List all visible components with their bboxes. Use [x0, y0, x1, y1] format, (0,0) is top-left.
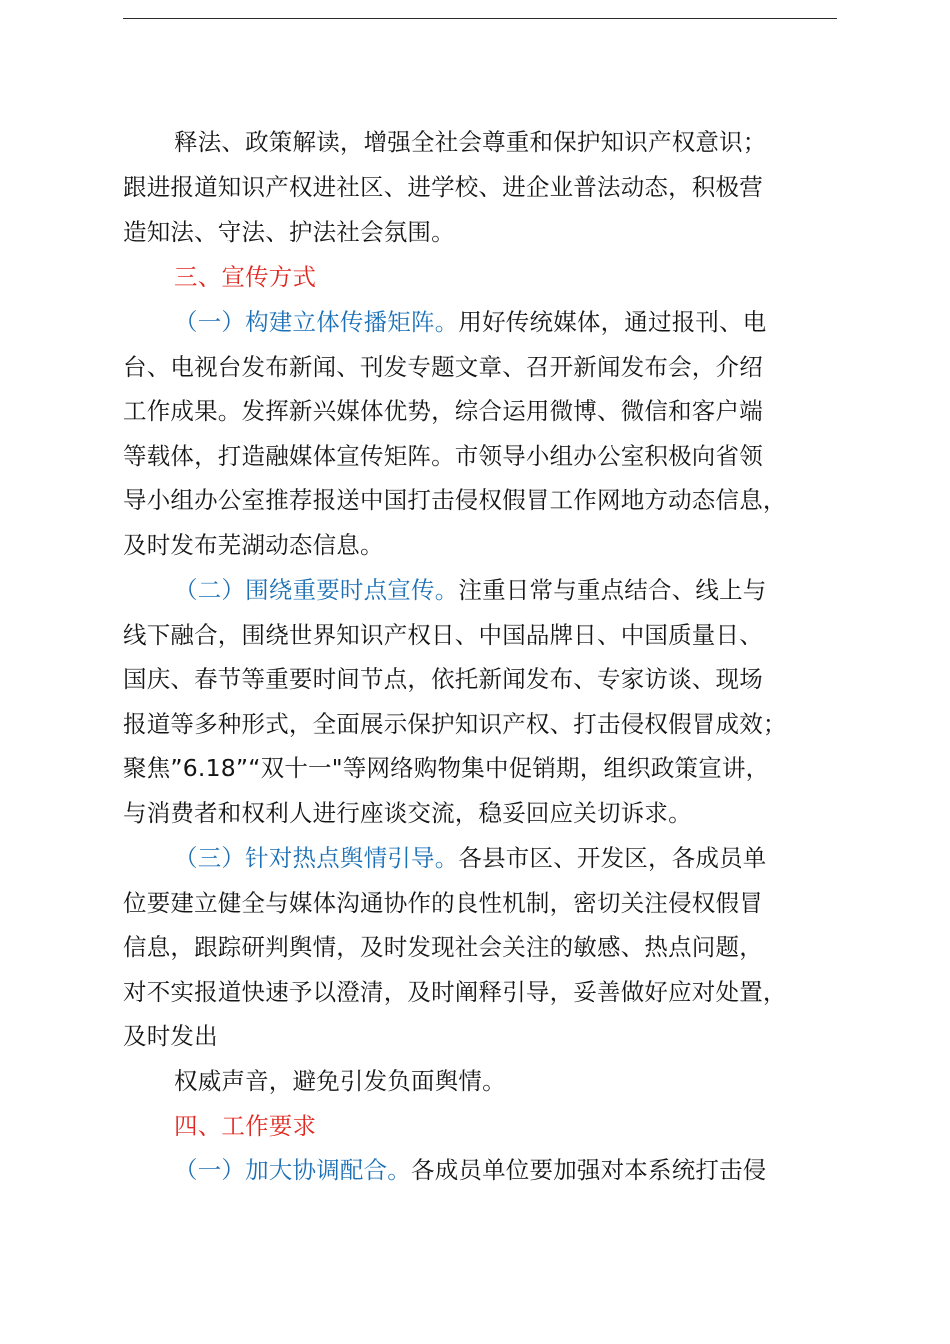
paragraph-line: 对不实报道快速予以澄清，及时阐释引导，妥善做好应对处置， — [123, 978, 787, 1006]
paragraph-line — [174, 1155, 767, 1185]
paragraph-line: 权威声音，避免引发负面舆情。 — [174, 1067, 506, 1095]
paragraph-line: 造知法、守法、护法社会氛围。 — [123, 218, 455, 246]
paragraph-line: 及时发出 — [123, 1022, 218, 1050]
paragraph-line: 工作成果。发挥新兴媒体优势，综合运用微博、微信和客户端 — [123, 397, 763, 425]
paragraph-text: 各县市区、开发区，各成员单 — [458, 844, 767, 872]
subheading-3-1: （一）构建立体传播矩阵。 — [174, 308, 459, 336]
paragraph-line: 国庆、春节等重要时间节点，依托新闻发布、专家访谈、现场 — [123, 665, 763, 693]
paragraph-text: 各成员单位要加强对本系统打击侵 — [411, 1156, 767, 1184]
header-rule — [123, 18, 837, 19]
paragraph-text: 注重日常与重点结合、线上与 — [458, 576, 767, 604]
subheading-3-2: （二）围绕重要时点宣传。 — [174, 576, 459, 604]
paragraph-line: 与消费者和权利人进行座谈交流，稳妥回应关切诉求。 — [123, 799, 692, 827]
paragraph-line: 台、电视台发布新闻、刊发专题文章、召开新闻发布会，介绍 — [123, 353, 763, 381]
subheading-4-1: （一）加大协调配合。 — [174, 1156, 411, 1184]
paragraph-line: 位要建立健全与媒体沟通协作的良性机制，密切关注侵权假冒 — [123, 889, 763, 917]
paragraph-line: 导小组办公室推荐报送中国打击侵权假冒工作网地方动态信息， — [123, 486, 787, 514]
paragraph-line: 及时发布芜湖动态信息。 — [123, 531, 384, 559]
paragraph-line — [174, 843, 767, 873]
section-heading-4: 四、工作要求 — [174, 1112, 317, 1140]
paragraph-line: 聚焦”6.18”“双十一"等网络购物集中促销期，组织政策宣讲， — [123, 754, 770, 782]
section-heading-3: 三、宣传方式 — [174, 263, 317, 291]
paragraph-line: 线下融合，围绕世界知识产权日、中国品牌日、中国质量日、 — [123, 621, 763, 649]
paragraph-line: 信息，跟踪研判舆情，及时发现社会关注的敏感、热点问题， — [123, 933, 763, 961]
paragraph-text: 用好传统媒体，通过报刊、电 — [458, 308, 767, 336]
paragraph-line — [174, 575, 767, 605]
paragraph-line: 报道等多种形式，全面展示保护知识产权、打击侵权假冒成效； — [123, 710, 787, 738]
subheading-3-3: （三）针对热点舆情引导。 — [174, 844, 459, 872]
paragraph-line — [174, 307, 767, 337]
paragraph-line: 释法、政策解读，增强全社会尊重和保护知识产权意识； — [174, 128, 767, 156]
paragraph-line: 跟进报道知识产权进社区、进学校、进企业普法动态，积极营 — [123, 173, 763, 201]
paragraph-line: 等载体，打造融媒体宣传矩阵。市领导小组办公室积极向省领 — [123, 442, 763, 470]
